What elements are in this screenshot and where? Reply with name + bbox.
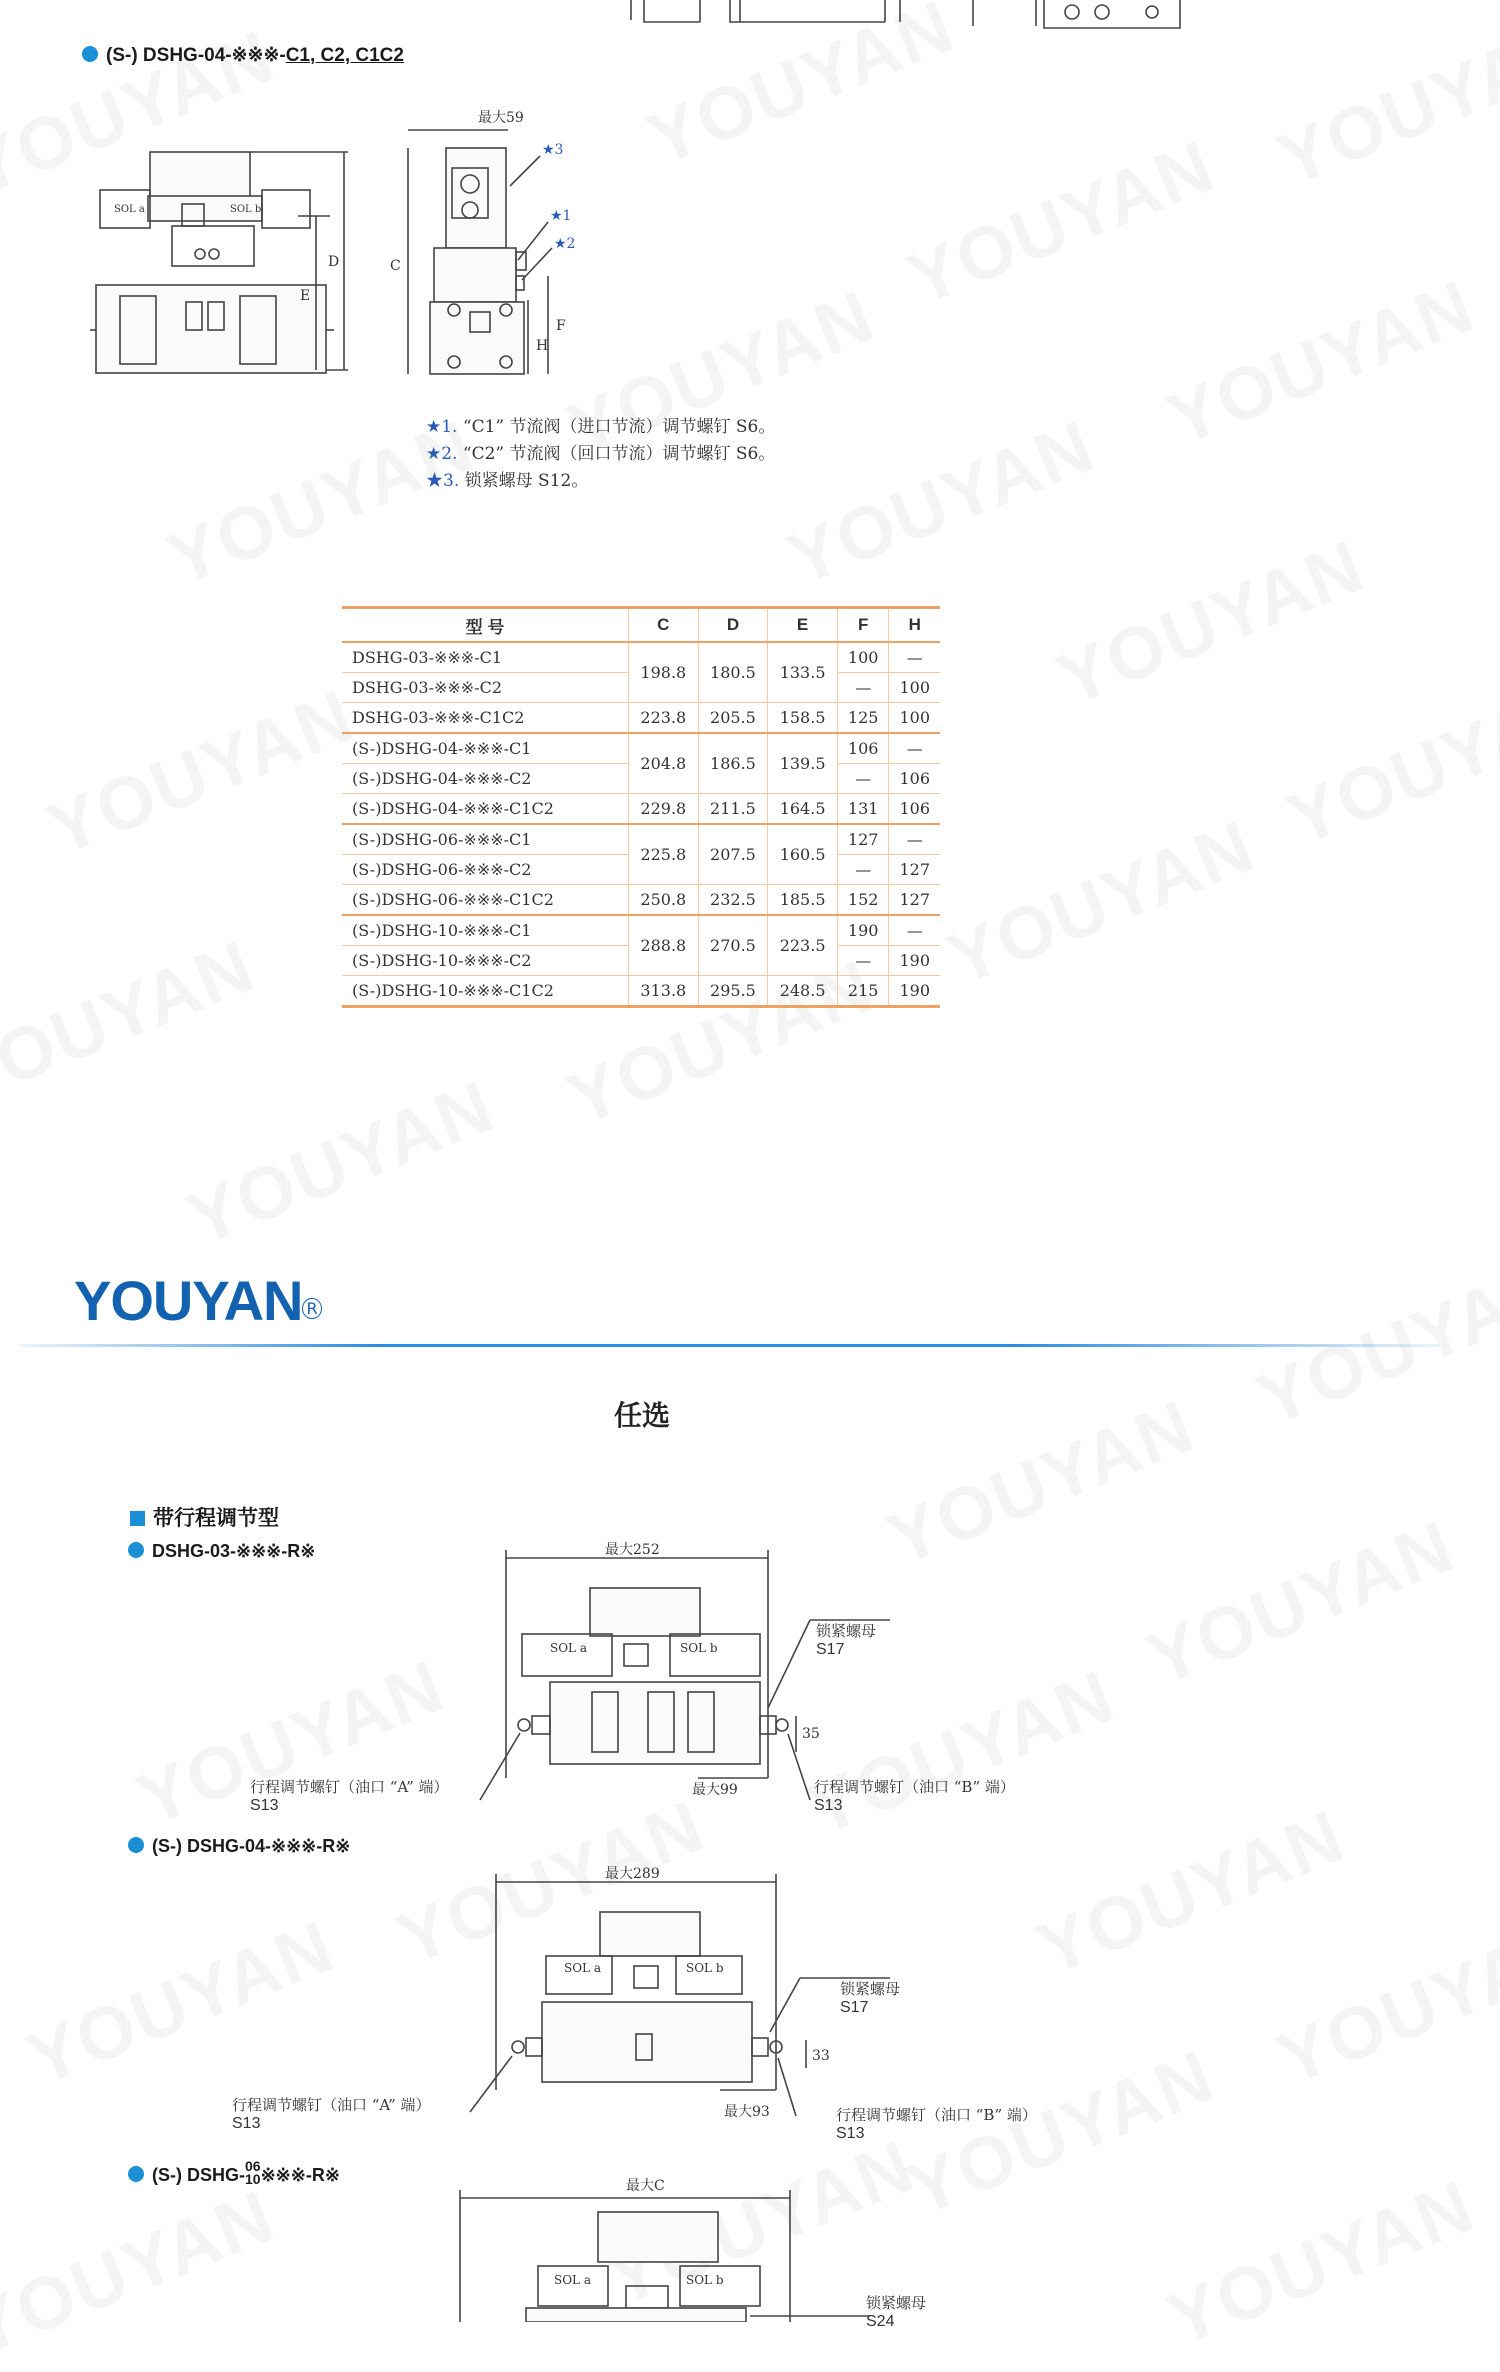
cell-e: 133.5 [768,642,838,703]
callout-label: 行程调节螺钉（油口 “B” 端） [836,2106,1037,2124]
cell-h: 106 [889,764,940,794]
cell-f: 127 [837,824,889,855]
callout-label: 锁紧螺母 [816,1622,877,1640]
cell-e: 158.5 [768,703,838,734]
note-star: ★3. [426,471,460,491]
sol-a-label: SOL a [554,2273,591,2287]
cell-d: 186.5 [698,733,768,794]
cell-f: 152 [837,885,889,916]
cell-f: 131 [837,794,889,825]
cell-c: 250.8 [629,885,699,916]
cell-h: — [889,824,940,855]
dimension-table [342,606,940,1008]
cell-f: — [837,673,889,703]
cell-c: 198.8 [629,642,699,703]
watermark [1046,523,1376,722]
callout-size: S13 [836,2125,865,2142]
sol-a-label: SOL a [564,1961,601,1975]
cell-model: (S-)DSHG-04-※※※-C1C2 [342,794,629,825]
callout-lock-nut [866,2292,926,2331]
subsection-label: 带行程调节型 [153,1507,279,1530]
sol-a-label: SOL a [114,204,145,215]
item-heading-dshg-06-10 [128,2160,340,2186]
bullet-icon [128,1542,144,1558]
cell-model: DSHG-03-※※※-C1C2 [342,703,629,734]
watermark [1266,1903,1500,2102]
cell-d: 211.5 [698,794,768,825]
item-heading-text: (S-) DSHG-04-※※※-R※ [152,1836,351,1856]
cell-h: 100 [889,673,940,703]
cell-f: 190 [837,915,889,946]
note-text: “C2” 节流阀（回口节流）调节螺钉 S6。 [462,444,776,464]
front-view [90,152,348,373]
subsection-heading [130,1502,279,1532]
bullet-icon [128,1837,144,1853]
cell-h: 190 [889,946,940,976]
bullet-icon [82,46,98,62]
cell-e: 185.5 [768,885,838,916]
cell-f: 215 [837,976,889,1007]
cell-model: (S-)DSHG-10-※※※-C1C2 [342,976,629,1007]
note-star: ★2. [426,444,458,464]
cell-h: 106 [889,794,940,825]
item-heading-dshg-04 [128,1836,350,1857]
cell-c: 223.8 [629,703,699,734]
note-item [426,441,775,468]
callout-right-screw [814,1776,1015,1815]
valve-drawing-c1c2 [90,100,650,380]
watermark [1156,2163,1486,2362]
stroke-adjust-drawing-04 [230,1862,1100,2132]
dim-e: E [300,288,311,304]
cell-d: 205.5 [698,703,768,734]
callout-right-screw [836,2104,1037,2143]
cell-e: 223.5 [768,915,838,976]
watermark [1246,1243,1500,1442]
table-header-row [342,608,940,643]
note-item [426,414,775,441]
cell-d: 207.5 [698,824,768,885]
table-header-c: C [629,608,699,643]
table-header-d: D [698,608,768,643]
sol-b-label: SOL b [686,1961,724,1975]
dim-max-width: 最大252 [605,1542,660,1558]
registered-mark-icon: R [302,1298,321,1319]
section-heading-c1c2 [82,44,404,67]
callout-left-screw [250,1776,449,1815]
cell-c: 288.8 [629,915,699,976]
cell-model: (S-)DSHG-04-※※※-C1 [342,733,629,764]
cell-c: 204.8 [629,733,699,794]
cell-h: — [889,733,940,764]
watermark [1276,663,1500,862]
watermark [0,2173,286,2372]
dim-side: 35 [802,1726,820,1742]
optional-section-title: 任选 [614,1399,671,1432]
cell-h: — [889,915,940,946]
marker-3: ★3 [542,142,564,158]
cell-f: 125 [837,703,889,734]
watermark [936,803,1266,1002]
cell-model: DSHG-03-※※※-C1 [342,642,629,673]
cropped-drawing-top [630,0,1210,36]
cell-e: 160.5 [768,824,838,885]
cell-h: 190 [889,976,940,1007]
callout-lock-nut [840,1978,900,2017]
notes-list [426,414,775,495]
side-view [390,109,575,374]
table-row [342,915,940,946]
table-row [342,794,940,825]
cell-h: — [889,642,940,673]
heading-prefix: (S-) DSHG-04-※※※- [106,45,286,66]
dim-h: H [536,338,549,354]
sol-a-label: SOL a [550,1641,587,1655]
cell-d: 180.5 [698,642,768,703]
item-heading-suffix: ※※※-R※ [260,2165,340,2185]
dim-d: D [328,254,340,270]
cell-f: 100 [837,642,889,673]
note-text: 锁紧螺母 S12。 [464,471,589,491]
watermark [36,673,366,872]
cell-model: DSHG-03-※※※-C2 [342,673,629,703]
dim-max-width: 最大289 [605,1866,660,1882]
watermark [896,123,1226,322]
table-header-e: E [768,608,838,643]
cell-f: — [837,946,889,976]
callout-lock-nut [816,1620,876,1659]
dim-f: F [556,318,566,334]
cell-model: (S-)DSHG-04-※※※-C2 [342,764,629,794]
cell-f: — [837,764,889,794]
cell-e: 139.5 [768,733,838,794]
cell-c: 313.8 [629,976,699,1007]
table-row [342,703,940,734]
cell-d: 232.5 [698,885,768,916]
cell-h: 127 [889,885,940,916]
callout-size: S13 [232,2115,261,2132]
marker-1: ★1 [550,208,572,224]
cell-f: 106 [837,733,889,764]
callout-size: S17 [840,1999,869,2016]
cell-model: (S-)DSHG-10-※※※-C2 [342,946,629,976]
cell-c: 229.8 [629,794,699,825]
table-row [342,976,940,1007]
dim-c: C [390,258,401,274]
cell-model: (S-)DSHG-06-※※※-C1 [342,824,629,855]
cell-f: — [837,855,889,885]
cell-h: 127 [889,855,940,885]
callout-size: S13 [814,1797,843,1814]
watermark [776,403,1106,602]
watermark [1156,263,1486,462]
sol-b-label: SOL b [686,2273,724,2287]
brand-logo [74,1268,322,1333]
watermark [0,923,266,1122]
marker-2: ★2 [554,236,576,252]
table-header-h: H [889,608,940,643]
callout-size: S24 [866,2313,895,2330]
sol-b-label: SOL b [230,204,262,215]
note-star: ★1. [426,417,458,437]
dim-max-stroke: 最大93 [724,2104,770,2120]
callout-size: S13 [250,1797,279,1814]
size-10: 10 [245,2171,261,2187]
cell-h: 100 [889,703,940,734]
item-heading-text: DSHG-03-※※※-R※ [152,1541,316,1561]
callout-size: S17 [816,1641,845,1658]
callout-left-screw [232,2094,431,2133]
cell-d: 270.5 [698,915,768,976]
watermark [1266,3,1500,202]
table-row [342,733,940,764]
dim-max-width: 最大C [626,2178,665,2194]
cell-e: 248.5 [768,976,838,1007]
callout-label: 锁紧螺母 [840,1980,901,1998]
dim-side: 33 [812,2048,830,2064]
sol-b-label: SOL b [680,1641,718,1655]
size-fraction [245,2160,261,2186]
cell-e: 164.5 [768,794,838,825]
table-row [342,642,940,673]
note-text: “C1” 节流阀（进口节流）调节螺钉 S6。 [462,417,776,437]
bullet-icon [128,2166,144,2182]
brand-logo-text: YOUYAN [74,1269,303,1332]
callout-label: 锁紧螺母 [866,2294,927,2312]
note-item [426,468,775,495]
size-06: 06 [245,2158,261,2174]
cell-d: 295.5 [698,976,768,1007]
callout-label: 行程调节螺钉（油口 “A” 端） [250,1778,449,1796]
table-row [342,885,940,916]
table-body [342,642,940,1007]
table-header-f: F [837,608,889,643]
callout-label: 行程调节螺钉（油口 “B” 端） [814,1778,1015,1796]
dim-max-stroke: 最大99 [692,1782,738,1798]
brand-divider [20,1344,1440,1347]
cell-model: (S-)DSHG-06-※※※-C2 [342,855,629,885]
cell-model: (S-)DSHG-10-※※※-C1 [342,915,629,946]
square-bullet-icon [130,1511,145,1526]
table-header-model: 型 号 [342,608,629,643]
watermark [1136,1503,1466,1702]
item-heading-prefix: (S-) DSHG- [152,2165,245,2185]
cell-c: 225.8 [629,824,699,885]
cell-model: (S-)DSHG-06-※※※-C1C2 [342,885,629,916]
watermark [176,1063,506,1262]
callout-label: 行程调节螺钉（油口 “A” 端） [232,2096,431,2114]
dim-max59: 最大59 [478,110,524,126]
table-row [342,824,940,855]
heading-suffix: C1, C2, C1C2 [285,45,404,66]
